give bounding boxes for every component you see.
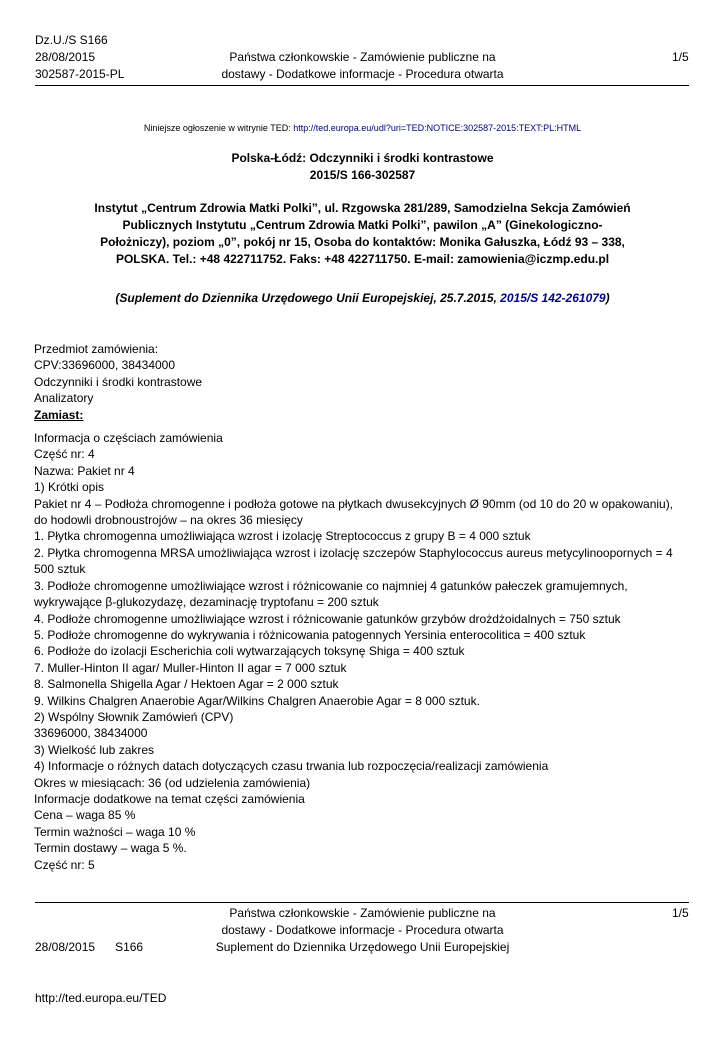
authority-line: Położniczy), poziom „0”, pokój nr 15, Osoba do kontaktów: Monika Gałuszka, Łódź 93 – 338,: [100, 235, 625, 249]
footer-document-info: [35, 905, 166, 1041]
instead-label: Zamiast:: [34, 407, 84, 422]
content-line: Informacja o częściach zamówienia: [34, 431, 223, 446]
content-line: 9. Wilkins Chalgren Anaerobie Agar/Wilkins Chalgren Anaerobie Agar = 8 000 sztuk.: [34, 693, 480, 708]
content-line: 5. Podłoże chromogenne do wykrywania i różnicowania patogennych Yersinia enterocolitica = 400 sztuk: [34, 627, 586, 642]
header-page-number: 1/5: [672, 50, 689, 64]
content-line: 33696000, 38434000: [34, 726, 148, 741]
content-line: 8. Salmonella Shigella Agar / Hektoen Agar = 2 000 sztuk: [34, 677, 339, 692]
content-line: Termin ważności – waga 10 %: [34, 824, 196, 839]
content-line: 4. Podłoże chromogenne umożliwiające wzrost i różnicowanie gatunków grzybów drożdżoidalnych = 750 sztuk: [34, 611, 621, 626]
notice-url-link[interactable]: http://ted.europa.eu/udl?uri=TED:NOTICE:302587-2015:TEXT:PL:HTML: [293, 123, 582, 133]
content-line: 2. Płytka chromogenna MRSA umożliwiająca wzrost i izolację szczepów Staphylococcus aureus metycylinoopornych = 4: [34, 545, 673, 560]
authority-line: Publicznych Instytutu „Centrum Zdrowia Matki Polki”, pawilon „A” (Ginekologiczno-: [122, 218, 603, 232]
footer-divider: [35, 902, 689, 903]
notice-prefix: Niniejsze ogłoszenie w witrynie TED:: [143, 123, 291, 133]
header-notice-number: 302587-2015-PL: [35, 67, 125, 81]
notice-number: 2015/S 166-302587: [309, 168, 416, 182]
authority-line: POLSKA. Tel.: +48 422711752. Faks: +48 422711750. E-mail: zamowienia@iczmp.edu.pl: [115, 252, 610, 266]
header-document-info: [35, 32, 124, 83]
content-line: 3. Podłoże chromogenne umożliwiające wzrost i różnicowanie co najmniej 4 gatunków pałeczek gramujemnych,: [34, 578, 628, 593]
content-line: Termin dostawy – waga 5 %.: [34, 841, 187, 856]
content-line: 7. Muller-Hinton II agar/ Muller-Hinton II agar = 7 000 sztuk: [34, 660, 347, 675]
content-line: 3) Wielkość lub zakres: [34, 742, 155, 757]
subject-heading: Przedmiot zamówienia:: [34, 342, 159, 356]
header-procedure-title: [200, 49, 525, 83]
suplement-suffix: ): [605, 291, 610, 305]
content-line: Cena – waga 85 %: [34, 808, 136, 823]
footer-procedure-title: [190, 905, 535, 956]
header-journal-ref: Dz.U./S S166: [35, 33, 108, 47]
spacer: [34, 423, 690, 430]
content-line: Pakiet nr 4 – Podłoża chromogenne i podłoża gotowe na płytkach dwusekcyjnych Ø 90mm (od 10 do 20 w opakowaniu),: [34, 496, 674, 511]
content-line: wykrywające β-glukozydazę, dezaminację tryptofanu = 200 sztuk: [34, 595, 379, 610]
ted-notice-line: [0, 122, 725, 134]
footer-procedure-line-2: dostawy - Dodatkowe informacje - Procedura otwarta: [221, 923, 504, 937]
contracting-authority: [70, 200, 655, 268]
header-procedure-line-1: Państwa członkowskie - Zamówienie publiczne na: [229, 50, 496, 64]
notice-body: [34, 341, 690, 873]
content-line: Część nr: 5: [34, 857, 95, 872]
content-line: Okres w miesiącach: 36 (od udzielenia zamówienia): [34, 775, 311, 790]
content-line: 6. Podłoże do izolacji Escherichia coli wytwarzających toksynę Shiga = 400 sztuk: [34, 644, 465, 659]
content-line: Część nr: 4: [34, 447, 95, 462]
content-line: 500 sztuk: [34, 562, 86, 577]
footer-suplement-line: Suplement do Dziennika Urzędowego Unii Europejskiej: [215, 940, 510, 954]
content-line: 2) Wspólny Słownik Zamówień (CPV): [34, 709, 234, 724]
suplement-prefix: (Suplement do Dziennika Urzędowego Unii Europejskiej, 25.7.2015,: [115, 291, 501, 305]
subject-category: Analizatory: [34, 391, 94, 406]
content-line: 1) Krótki opis: [34, 480, 105, 495]
subject-cpv: CPV:33696000, 38434000: [34, 358, 176, 373]
content-line: do hodowli drobnoustrojów – na okres 36 miesięcy: [34, 513, 303, 528]
content-line: Nazwa: Pakiet nr 4: [34, 463, 135, 478]
notice-title-line: Polska-Łódź: Odczynniki i środki kontrastowe: [231, 151, 494, 165]
content-line: 4) Informacje o różnych datach dotyczących czasu trwania lub rozpoczęcia/realizacji zamówienia: [34, 759, 549, 774]
notice-title: [80, 150, 645, 184]
footer-ted-url: http://ted.europa.eu/TED: [35, 991, 167, 1005]
subject-category: Odczynniki i środki kontrastowe: [34, 374, 203, 389]
content-line: Informacje dodatkowe na temat części zamówienia: [34, 791, 305, 806]
footer-page-number: 1/5: [672, 906, 689, 920]
header-date: 28/08/2015: [35, 50, 96, 64]
content-line: 1. Płytka chromogenna umożliwiająca wzrost i izolację Streptococcus z grupy B = 4 000 sztuk: [34, 529, 531, 544]
header-divider: [35, 85, 689, 86]
header-procedure-line-2: dostawy - Dodatkowe informacje - Procedura otwarta: [221, 67, 504, 81]
footer-date-series: 28/08/2015 S166: [35, 940, 144, 954]
footer-procedure-line-1: Państwa członkowskie - Zamówienie publiczne na: [229, 906, 496, 920]
suplement-ref-link[interactable]: 2015/S 142-261079: [500, 291, 606, 305]
authority-line: Instytut „Centrum Zdrowia Matki Polki”, ul. Rzgowska 281/289, Samodzielna Sekcja Zamówień: [94, 201, 631, 215]
suplement-reference: [0, 290, 725, 307]
